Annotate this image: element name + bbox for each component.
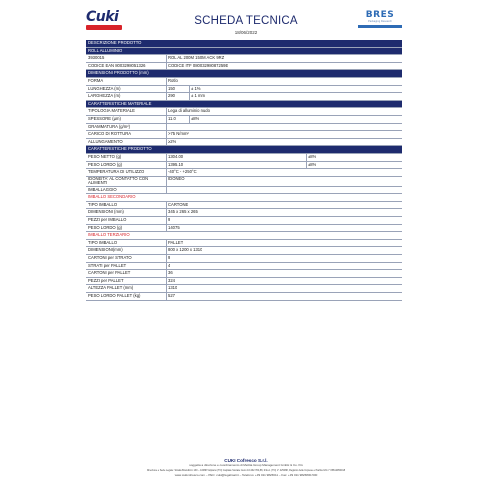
row-value: 14075 <box>168 224 180 230</box>
document-date: 18/06/2022 <box>234 30 258 35</box>
row-label: ROLL ALLUMINIO <box>88 47 123 53</box>
row-value: Rotlo <box>168 77 178 83</box>
table-row <box>86 270 402 278</box>
column-divider <box>306 162 307 169</box>
footer-line-3: www.cukicofresco.com – PEC: cuki@legalmail.it – Telefono: +39 011 9826611 – Fax: +39 011 9826800-500 <box>174 473 318 477</box>
row-tolerance: ±8% <box>308 161 317 167</box>
row-value: Lega di alluminio nudo <box>168 108 210 114</box>
column-divider <box>166 131 167 138</box>
table-row <box>86 93 402 101</box>
row-value: 527 <box>168 293 175 298</box>
row-value: 150 <box>168 85 175 91</box>
row-label: DIMENSIONI PRODOTTO (mm) <box>88 70 149 76</box>
row-label: IDONEITA' AL CONTATTO CON ALIMENTI <box>88 176 149 186</box>
table-row <box>86 162 402 170</box>
row-label: TIPO IMBALLO <box>88 201 118 207</box>
column-divider <box>166 240 167 247</box>
row-label: DESCRIZIONE PRODOTTO <box>88 40 142 45</box>
column-divider <box>166 139 167 146</box>
row-label: DIMENSIONI(mm) <box>88 247 123 253</box>
table-row <box>86 55 402 63</box>
table-row <box>86 63 402 71</box>
row-value: ≥2% <box>168 138 177 144</box>
column-divider <box>166 63 167 70</box>
row-label: GRAMMATURA (g/m²) <box>88 123 131 129</box>
row-label: CODICE EAN 8003298051326 <box>88 62 146 68</box>
table-row <box>86 154 402 162</box>
column-divider <box>166 247 167 254</box>
row-label: IMBALLAGGIO <box>88 186 117 192</box>
column-divider <box>166 187 167 194</box>
section-header <box>86 70 402 78</box>
column-divider <box>166 177 167 186</box>
row-label: PESO LORDO (g) <box>88 224 122 230</box>
row-value: 11.0 <box>168 115 176 121</box>
table-row <box>86 116 402 124</box>
row-label: TEMPERATURA DI UTILIZZO <box>88 169 145 175</box>
table-row <box>86 217 402 225</box>
column-divider <box>166 209 167 216</box>
row-label: STRATI per PALLET <box>88 262 127 268</box>
bres-logo-subtitle: Packaging Research <box>368 20 392 23</box>
column-divider <box>166 93 167 100</box>
row-tolerance: ± 1% <box>191 85 201 91</box>
column-divider <box>166 202 167 209</box>
column-divider <box>166 255 167 262</box>
column-divider <box>166 270 167 277</box>
table-row <box>86 263 402 271</box>
row-label: FORMA <box>88 77 104 83</box>
row-label: PEZZI per IMBALLO <box>88 217 127 223</box>
section-header <box>86 101 402 109</box>
row-label: CARATTERISTICHE PRODOTTO <box>88 146 152 152</box>
table-row <box>86 187 402 195</box>
bres-logo-word: BRES <box>365 10 395 20</box>
row-label: PESO LORDO PALLET (kg) <box>88 293 141 298</box>
column-divider <box>166 124 167 131</box>
row-label: PEZZI per PALLET <box>88 277 124 283</box>
document-title: SCHEDA TECNICA <box>194 15 298 27</box>
column-divider <box>166 169 167 176</box>
row-value: ROL AL 200M 150M ACK 9RZ <box>168 55 225 61</box>
spec-table <box>86 40 402 301</box>
column-divider <box>306 154 307 161</box>
section-header <box>86 48 402 56</box>
row-label: TIPOLOGIA MATERIALE <box>88 108 135 114</box>
bres-logo <box>358 10 402 34</box>
row-value: -40°C - +250°C <box>168 169 197 175</box>
column-divider <box>166 108 167 115</box>
column-divider <box>189 93 190 100</box>
column-divider <box>189 116 190 123</box>
column-divider <box>166 55 167 62</box>
column-divider <box>166 285 167 292</box>
row-label: CARATTERISTICHE MATERIALE <box>88 100 152 106</box>
row-value: 1304.00 <box>168 153 184 159</box>
row-tolerance: ±8% <box>308 153 317 159</box>
row-value: >75 N/mm² <box>168 131 189 137</box>
row-value: 36 <box>168 270 173 276</box>
row-label: LARGHEZZA (m) <box>88 93 121 99</box>
row-value: CARTONE <box>168 201 189 207</box>
table-row <box>86 202 402 210</box>
cuki-logo-word: Cuki <box>86 9 119 25</box>
footer-line-2: Direzione e Sede Legale: Strada Brandizzo 130 – 10088 Volpiano (TO) Capitale Sociale: Euro 16.462.784,88, R.E.A. (TO) n° 425488, Registro delle Imprese e Partita IVA n° 05812950018 <box>146 469 346 472</box>
footer-line-1: soggetta a direzione e coordinamento di Melitta Group Management GmbH & Co. KG <box>189 463 303 467</box>
row-value: 9 <box>168 217 171 223</box>
subsection-header <box>86 194 402 202</box>
row-label: SPESSORE (µm) <box>88 115 121 121</box>
column-divider <box>166 162 167 169</box>
column-divider <box>166 116 167 123</box>
row-label: ALLUNGAMENTO <box>88 138 123 144</box>
row-label: CARTONI per STRATO <box>88 255 132 261</box>
row-label: LUNGHEZZA (m) <box>88 85 121 91</box>
row-value: 1395.10 <box>168 161 184 167</box>
table-row <box>86 108 402 116</box>
column-divider <box>166 217 167 224</box>
table-row <box>86 293 402 301</box>
section-header <box>86 40 402 48</box>
table-row <box>86 177 402 187</box>
table-row <box>86 124 402 132</box>
column-divider <box>189 86 190 93</box>
row-value: 324 <box>168 277 175 283</box>
table-row <box>86 278 402 286</box>
row-label: ALTEZZA PALLET (mm) <box>88 285 134 291</box>
subsection-header <box>86 232 402 240</box>
row-label: IMBALLO TERZIARIO <box>88 232 130 238</box>
table-row <box>86 139 402 147</box>
row-value: PALLET <box>168 239 184 245</box>
row-label: CARICO DI ROTTURA <box>88 131 132 137</box>
row-label: 3930015 <box>88 55 105 61</box>
column-divider <box>166 86 167 93</box>
table-row <box>86 255 402 263</box>
row-tolerance: ± 1 mm <box>191 93 205 99</box>
document-page <box>86 6 406 477</box>
row-label: DIMENSIONI (mm) <box>88 209 124 215</box>
column-divider <box>166 78 167 85</box>
document-footer <box>86 458 406 478</box>
row-label: IMBALLO SECONDARIO <box>88 194 136 200</box>
row-label: TIPO IMBALLO <box>88 239 118 245</box>
column-divider <box>166 293 167 300</box>
row-value: 345 x 265 x 265 <box>168 209 198 215</box>
table-row <box>86 169 402 177</box>
row-tolerance: ±8% <box>191 115 200 121</box>
row-value: 800 x 1200 x 1310 <box>168 247 203 253</box>
column-divider <box>166 263 167 270</box>
row-value: IDONEO <box>168 176 185 181</box>
row-value: 1310 <box>168 285 178 291</box>
table-row <box>86 240 402 248</box>
row-value: 4 <box>168 262 171 268</box>
table-row <box>86 78 402 86</box>
table-row <box>86 225 402 233</box>
column-divider <box>166 278 167 285</box>
table-row <box>86 247 402 255</box>
column-divider <box>166 225 167 232</box>
table-row <box>86 86 402 94</box>
row-label: PESO LORDO (g) <box>88 161 122 167</box>
section-header <box>86 146 402 154</box>
row-label: CARTONI per PALLET <box>88 270 131 276</box>
row-value: 290 <box>168 93 175 99</box>
table-row <box>86 131 402 139</box>
column-divider <box>166 154 167 161</box>
row-value: CODICE ITF 08003298087259E <box>168 62 229 68</box>
row-value: 9 <box>168 255 171 261</box>
bres-logo-bar <box>358 25 402 28</box>
table-row <box>86 285 402 293</box>
footer-company: CUKI Cofresco S.r.l. <box>224 458 268 463</box>
row-label: PESO NETTO (g) <box>88 153 122 159</box>
table-row <box>86 209 402 217</box>
